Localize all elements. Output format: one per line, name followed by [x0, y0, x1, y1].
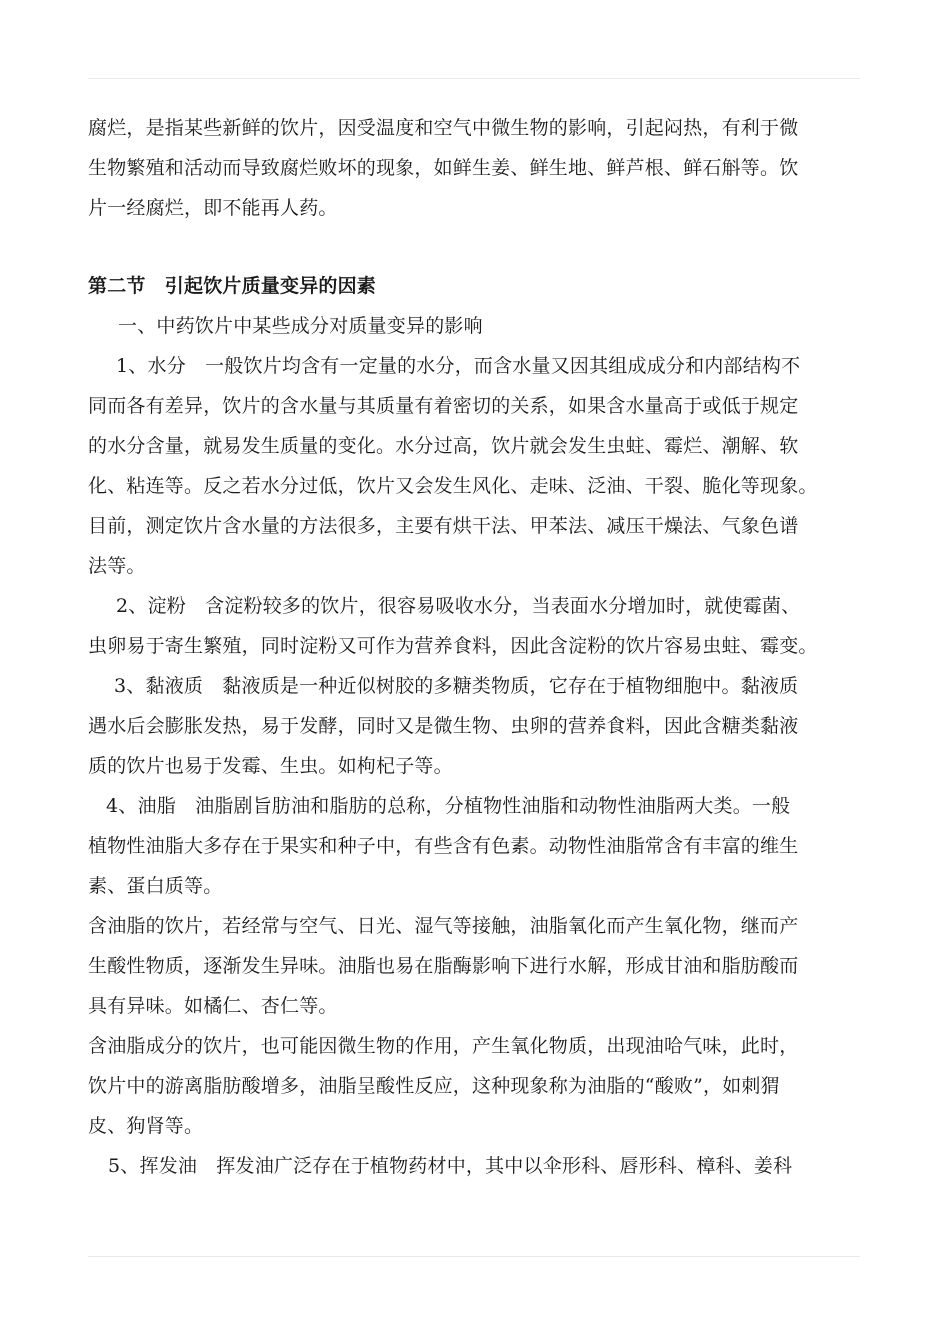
text-line: 2、淀粉 含淀粉较多的饮片，很容易吸收水分，当表面水分增加时，就使霉菌、: [116, 595, 801, 617]
paragraph-volatile-oil: [88, 1146, 868, 1186]
text-line: 化、粘连等。反之若水分过低，饮片又会发生风化、走味、泛油、干裂、脆化等现象。: [88, 475, 818, 497]
text-line: 具有异味。如橘仁、杏仁等。: [88, 995, 338, 1017]
paragraph-rot: [88, 108, 868, 228]
text-line: 含油脂成分的饮片，也可能因微生物的作用，产生氧化物质，出现油哈气味，此时，: [88, 1035, 799, 1057]
text-line: 生物繁殖和活动而导致腐烂败坏的现象，如鲜生姜、鲜生地、鲜芦根、鲜石斛等。饮: [88, 157, 799, 179]
text-line: 植物性油脂大多存在于果实和种子中，有些含有色素。动物性油脂常含有丰富的维生: [88, 835, 799, 857]
header-rule: [88, 78, 860, 79]
text-line: 遇水后会膨胀发热，易于发酵，同时又是微生物、虫卵的营养食料，因此含糖类黏液: [88, 715, 799, 737]
text-line: 3、黏液质 黏液质是一种近似树胶的多糖类物质，它存在于植物细胞中。黏液质: [114, 675, 799, 697]
paragraph-fat: [88, 786, 868, 906]
text-line: 4、油脂 油脂剧旨肪油和脂肪的总称，分植物性油脂和动物性油脂两大类。一般: [106, 795, 791, 817]
text-line: 目前，测定饮片含水量的方法很多，主要有烘干法、甲苯法、减压干燥法、气象色谱: [88, 515, 799, 537]
text-line: 片一经腐烂，即不能再人药。: [88, 197, 338, 219]
text-line: 腐烂，是指某些新鲜的饮片，因受温度和空气中微生物的影响，引起闷热，有利于微: [88, 117, 799, 139]
text-line: 生酸性物质，逐渐发生异味。油脂也易在脂酶影响下进行水解，形成甘油和脂肪酸而: [88, 955, 799, 977]
subsection-title: 一、中药饮片中某些成分对质量变异的影响: [118, 315, 483, 337]
text-line: 同而各有差异，饮片的含水量与其质量有着密切的关系，如果含水量高于或低于规定: [88, 395, 799, 417]
text-line: 饮片中的游离脂肪酸增多，油脂呈酸性反应，这种现象称为油脂的“酸败”，如刺猬: [88, 1075, 780, 1097]
document-body: [88, 108, 868, 1186]
text-line: 质的饮片也易于发霉、生虫。如枸杞子等。: [88, 755, 453, 777]
paragraph-starch: [88, 586, 868, 666]
text-line: 的水分含量，就易发生质量的变化。水分过高，饮片就会发生虫蛀、霉烂、潮解、软: [88, 435, 799, 457]
text-line: 5、挥发油 挥发油广泛存在于植物药材中，其中以伞形科、唇形科、樟科、姜科: [108, 1155, 793, 1177]
text-line: 含油脂的饮片，若经常与空气、日光、湿气等接触，油脂氧化而产生氧化物，继而产: [88, 915, 799, 937]
paragraph-water: [88, 346, 868, 586]
text-line: 虫卵易于寄生繁殖，同时淀粉又可作为营养食料，因此含淀粉的饮片容易虫蛀、霉变。: [88, 635, 818, 657]
footer-rule: [88, 1256, 860, 1257]
text-line: 1、水分 一般饮片均含有一定量的水分，而含水量又因其组成成分和内部结构不: [116, 355, 801, 377]
text-line: 法等。: [88, 555, 146, 577]
text-line: 皮、狗肾等。: [88, 1115, 204, 1137]
paragraph-fat-rancid: [88, 1026, 868, 1146]
section-title: 第二节 引起饮片质量变异的因素: [88, 275, 377, 297]
paragraph-fat-oxidation: [88, 906, 868, 1026]
paragraph-mucilage: [88, 666, 868, 786]
text-line: 素、蛋白质等。: [88, 875, 223, 897]
